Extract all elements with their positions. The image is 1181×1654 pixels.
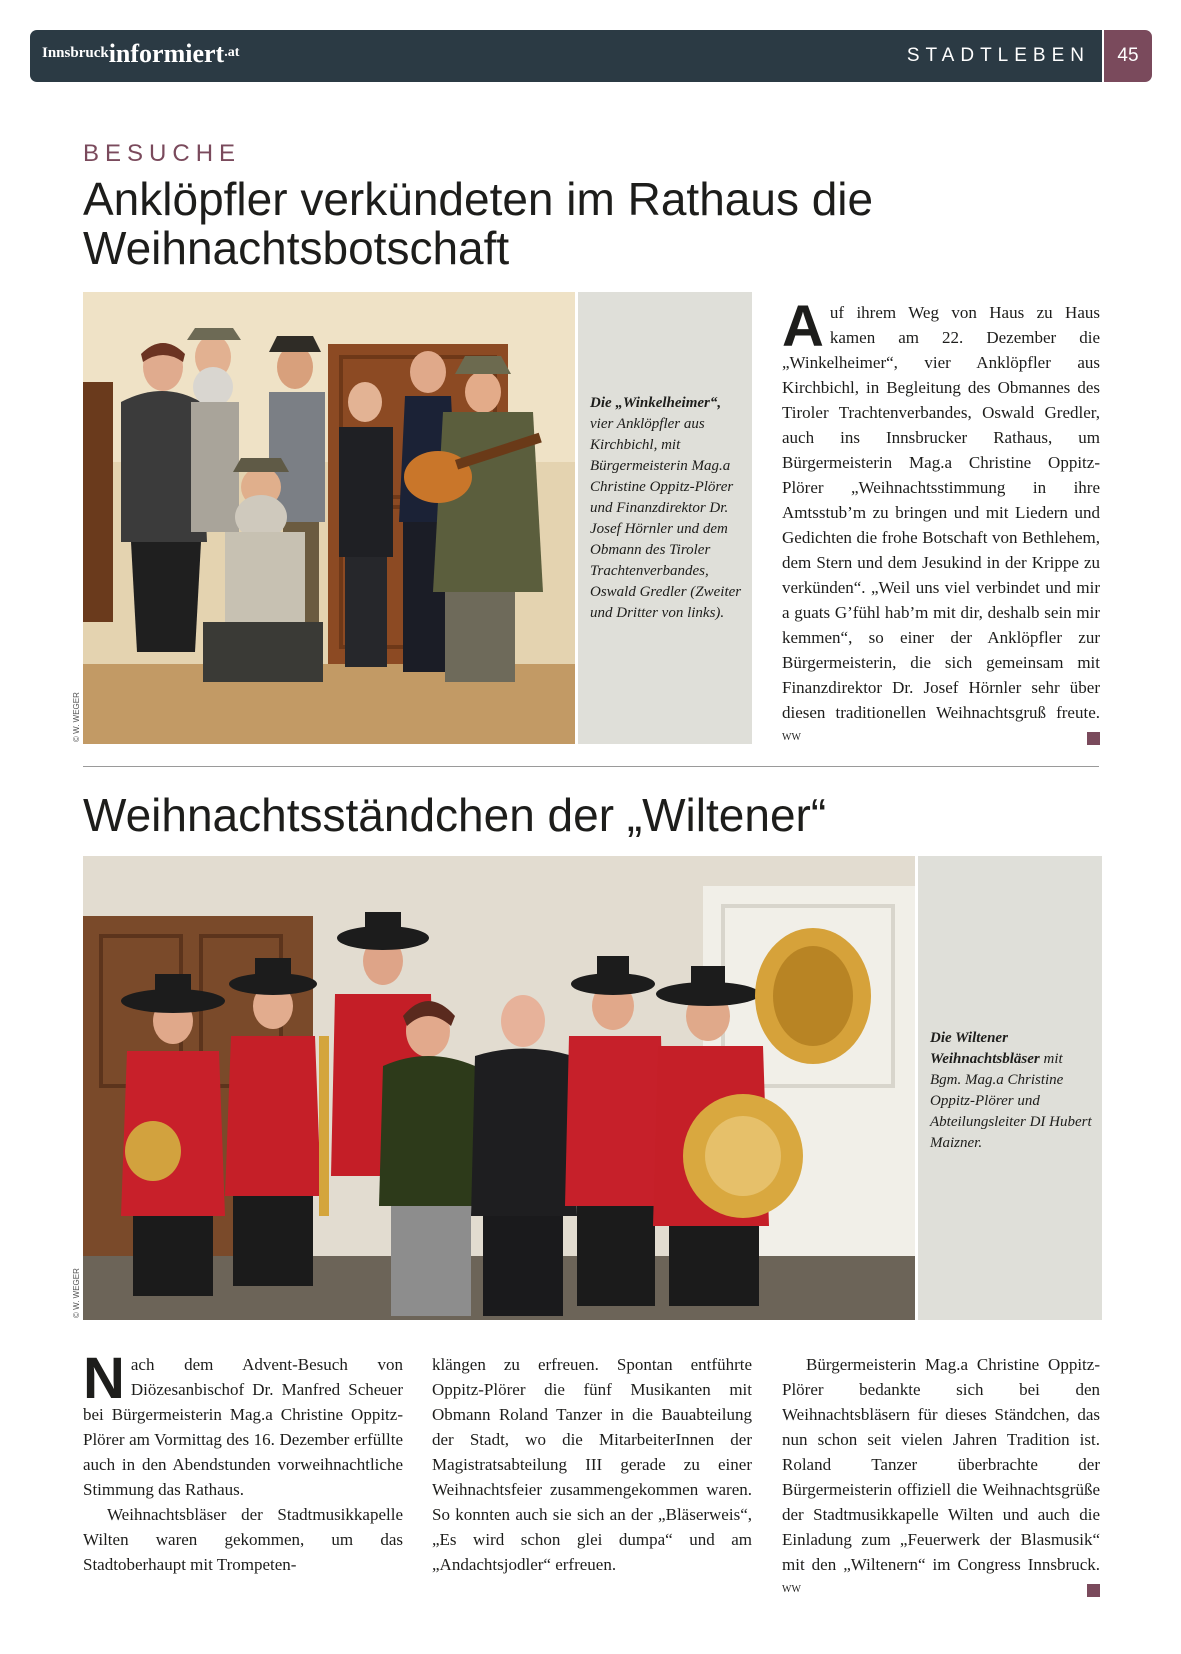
article1-body	[782, 294, 1100, 754]
caption-lead-2: Die Wiltener Weihnachtsbläser	[930, 1030, 1040, 1067]
article2-col3-text: Bürgermeisterin Mag.a Christine Oppitz-Plörer bedankte sich bei den Weihnachtsbläsern für dieses Ständchen, das nun schon seit vielen Jahren Tradition ist. Roland Tanzer überbrachte der Bürgermeisterin offiziell die Weihnachtsgrüße der Stadtmusikkapelle Wilten und auch die Einladung zum „Feuerwerk der Blasmusik“ mit den „Wiltenern“ im Congress Innsbruck.	[782, 1355, 1100, 1574]
photo-credit-2: © W. WEGER	[72, 1268, 81, 1318]
author-initials-2: WW	[782, 1584, 801, 1595]
caption-text-1: vier Anklöpfler aus Kirchbichl, mit Bürgermeisterin Mag.a Christine Oppitz-Plörer und Finanzdirektor Dr. Josef Hörnler und dem Obmann des Tiroler Trachtenverbandes, Oswald Gredler (Zweiter und Dritter von links).	[590, 416, 742, 621]
page-header	[30, 30, 1152, 82]
dropcap-n: N	[83, 1346, 125, 1411]
section-divider	[83, 766, 1099, 767]
photo-caption-1	[590, 393, 742, 624]
article-kicker: BESUCHE	[83, 140, 242, 167]
wiltener-photo	[83, 856, 915, 1320]
page-number: 45	[1104, 30, 1152, 82]
logo-prefix: Innsbruck	[42, 45, 109, 61]
anklopfler-photo-image	[83, 292, 575, 744]
header-bar	[30, 30, 1102, 82]
section-title: STADTLEBEN	[906, 45, 1090, 66]
caption-lead-1: Die „Winkelheimer“,	[590, 395, 722, 411]
photo-caption-2	[930, 1028, 1092, 1154]
article2-column-3	[782, 1352, 1100, 1606]
article2-headline: Weihnachtsständchen der „Wiltener“	[83, 789, 827, 841]
logo-main: informiert	[108, 39, 225, 68]
dropcap-a: A	[782, 294, 824, 359]
wiltener-photo-image	[83, 856, 915, 1320]
article2-column-1	[83, 1346, 403, 1577]
end-mark-2	[1087, 1584, 1100, 1597]
article2-col1-p1: ach dem Advent-Besuch von Diözesanbischof Dr. Manfred Scheuer bei Bürgermeisterin Mag.a Christine Oppitz-Plörer am Vormittag des 16. Dezember erfüllte auch in den Abendstunden vorweihnachtliche Stimmung das Rathaus.	[83, 1355, 403, 1499]
logo-suffix: .at	[224, 45, 240, 60]
author-initials-1: WW	[782, 732, 801, 743]
photo-credit-1: © W. WEGER	[72, 692, 81, 742]
article2-col2-text: klängen zu erfreuen. Spontan entführte Oppitz-Plörer die fünf Musikanten mit Obmann Roland Tanzer in die Bauabteilung der Stadt, wo die MitarbeiterInnen der Magistratsabteilung III gerade zu einer Weihnachtsfeier zusammengekommen waren. So konnten auch sie sich an der „Bläserweis“, „Es wird schon glei dumpa“ und am „Andachtsjodler“ erfreuen.	[432, 1355, 752, 1574]
anklopfler-photo	[83, 292, 575, 744]
article2-column-2	[432, 1352, 752, 1577]
end-mark-1	[1087, 732, 1100, 745]
caption-text-2: mit Bgm. Mag.a Christine Oppitz-Plörer und Abteilungsleiter DI Hubert Maizner.	[930, 1051, 1092, 1151]
article1-text: uf ihrem Weg von Haus zu Haus kamen am 22. Dezember die „Winkelheimer“, vier Anklöpfler aus Kirchbichl, in Begleitung des Obmannes des Tiroler Trachtenverbandes, Oswald Gredler, auch ins Innsbrucker Rathaus, um Bürgermeisterin Mag.a Christine Oppitz-Plörer „Weihnachtsstimmung in ihre Amtsstub’m zu bringen und mit Liedern und Gedichten die frohe Botschaft von Bethlehem, dem Stern und dem Jesukind in der Krippe zu verkünden“. „Weil uns viel verbindet und mir a guats G’fühl hab’m mit dir, deshalb sein mir kemmen“, so einer der Anklöpfler zur Bürgermeisterin, die sich gemeinsam mit Finanzdirektor Dr. Josef Hörnler sehr über diesen traditionellen Weihnachtsgruß freute.	[782, 303, 1100, 722]
article-headline: Anklöpfler verkündeten im Rathaus die Weihnachtsbotschaft	[83, 173, 874, 274]
article2-col1-p2: Weihnachtsbläser der Stadtmusikkapelle Wilten waren gekommen, um das Stadtoberhaupt mit Trompeten-	[83, 1505, 403, 1574]
